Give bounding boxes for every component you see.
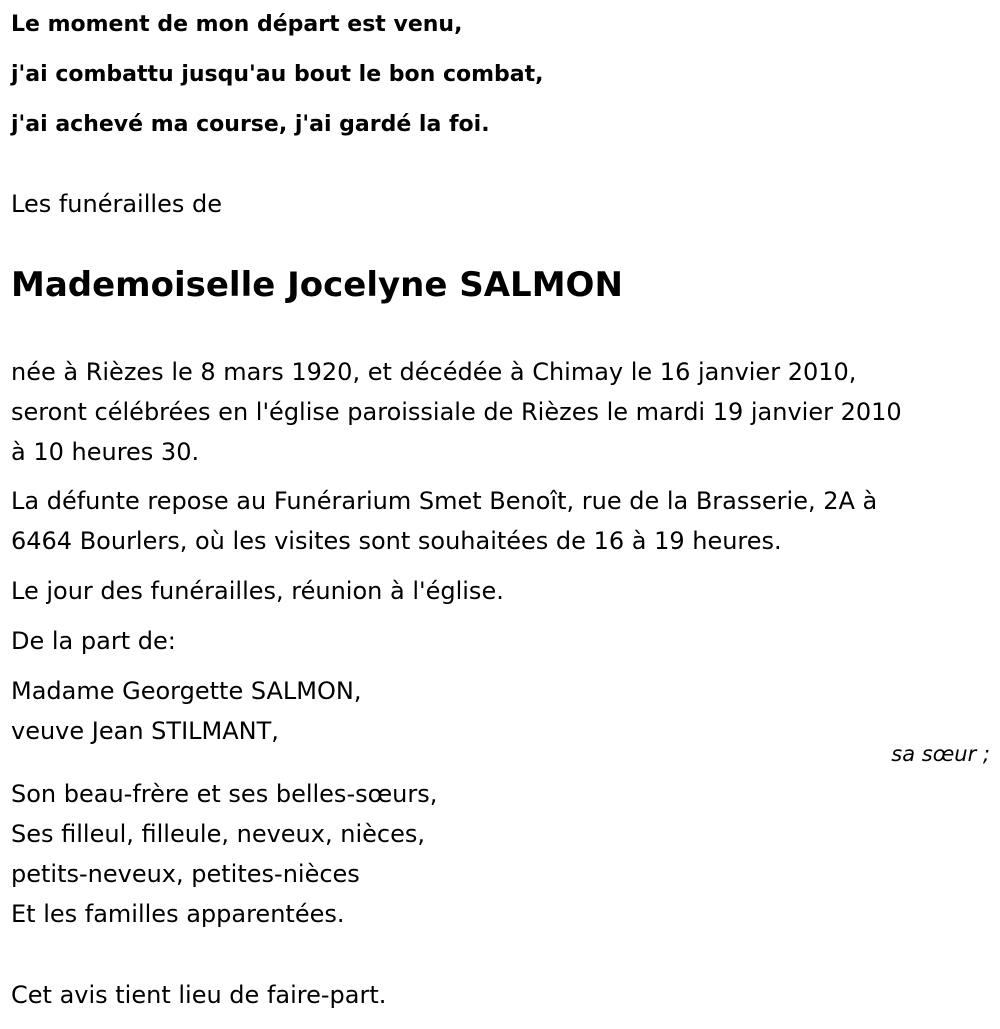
sister-line-1: Madame Georgette SALMON, <box>11 677 362 705</box>
closing-text: Cet avis tient lieu de faire-part. <box>11 981 387 1009</box>
details-line-1: née à Rièzes le 8 mars 1920, et décédée à Chimay le 16 janvier 2010, <box>11 358 857 386</box>
deceased-name: Mademoiselle Jocelyne SALMON <box>11 265 623 305</box>
family-line-3: petits-neveux, petites-nièces <box>11 860 360 888</box>
verse-line-3: j'ai achevé ma course, j'ai gardé la foi. <box>11 112 490 137</box>
verse-line-1: Le moment de mon départ est venu, <box>11 12 463 37</box>
details-line-3: à 10 heures 30. <box>11 438 200 466</box>
details-line-2: seront célébrées en l'église paroissiale de Rièzes le mardi 19 janvier 2010 <box>11 398 902 426</box>
sister-relation: sa sœur ; <box>891 742 990 766</box>
family-line-2: Ses filleul, filleule, neveux, nièces, <box>11 820 425 848</box>
repose-line-1: La défunte repose au Funérarium Smet Benoît, rue de la Brasserie, 2A à <box>11 487 878 515</box>
intro-text: Les funérailles de <box>11 190 222 218</box>
repose-line-2: 6464 Bourlers, où les visites sont souhaitées de 16 à 19 heures. <box>11 527 782 555</box>
from-label: De la part de: <box>11 627 176 655</box>
family-line-4: Et les familles apparentées. <box>11 900 345 928</box>
family-line-1: Son beau-frère et ses belles-sœurs, <box>11 780 438 808</box>
meeting-text: Le jour des funérailles, réunion à l'église. <box>11 577 504 605</box>
verse-line-2: j'ai combattu jusqu'au bout le bon combat, <box>11 62 544 87</box>
sister-line-2: veuve Jean STILMANT, <box>11 717 279 745</box>
